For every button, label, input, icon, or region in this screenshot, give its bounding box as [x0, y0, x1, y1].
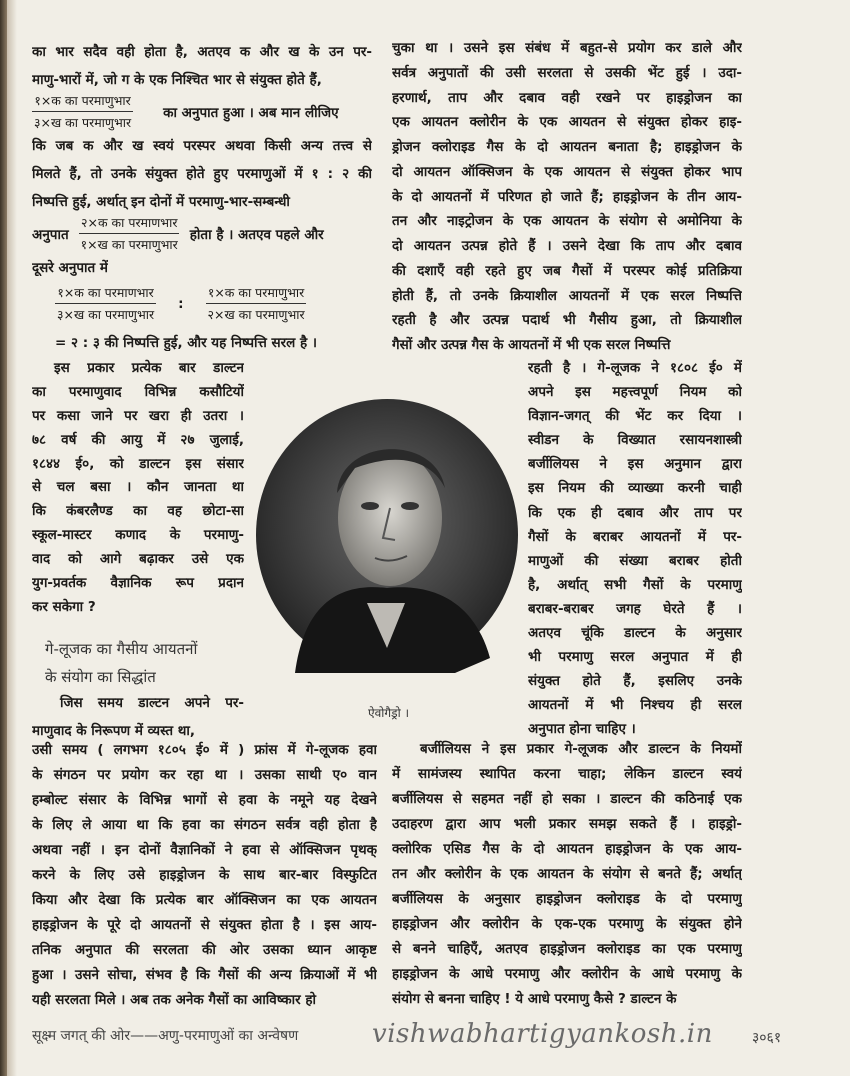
- text-line: से बनने चाहिएँ, अतएव हाइड्रोजन क्लोराइड का एक परमाणु: [392, 941, 742, 957]
- text-line: अनुपात होना चाहिए ।: [528, 721, 636, 738]
- text-line: होती हैं, तो उनके क्रियाशील आयतनों में एक सरल निष्पत्ति: [392, 287, 742, 304]
- text-line: से चल बसा । कौन जानता था: [32, 479, 244, 496]
- text-line: बर्जीलियस के अनुसार हाइड्रोजन क्लोराइड के दो परमाणु: [392, 891, 742, 907]
- text-line: भी परमाणु सरल अनुपात में ही: [528, 649, 742, 666]
- text-line: दूसरे अनुपात में: [32, 260, 108, 276]
- denominator: २×ख का परमाणुभार: [207, 307, 305, 322]
- page-binding-edge: [0, 0, 7, 1076]
- left-bottom-paragraph: [32, 738, 377, 1013]
- denominator: १×ख का परमाणुभार: [80, 237, 178, 252]
- text-line: = २ : ३ की निष्पत्ति हुई, और यह निष्पत्ति सरल है ।: [55, 335, 318, 351]
- fraction-row-3: [55, 284, 307, 323]
- gay-lussac-paragraph-start: [32, 689, 244, 745]
- text-line: के लिए ले आया था कि हवा का संगठन सर्वत्र वही होता है: [32, 817, 377, 833]
- text-line: पर कसा जाने पर खरा ही उतरा ।: [32, 407, 244, 424]
- text-line: दो आयतन ऑक्सिजन के एक आयतन से संयुक्त होकर भाप: [392, 163, 742, 180]
- text-line: कि एक ही दबाव और ताप पर: [528, 504, 742, 521]
- text-line: कि जब क और ख स्वयं परस्पर अथवा किसी अन्य तत्त्व से: [32, 138, 372, 154]
- left-line-d: [55, 333, 317, 351]
- page-number: ३०६१: [752, 1030, 782, 1046]
- text-line: तनिक अनुपात की सरलता की ओर उसका ध्यान आकृष्ट: [32, 942, 377, 958]
- right-bottom-paragraph: [392, 737, 742, 1012]
- text-line: तन और क्लोरीन के एक आयतन के संयोग से बनते हैं; अर्थात्: [392, 866, 742, 882]
- ratio-separator: :: [178, 295, 184, 312]
- fraction: [32, 92, 133, 131]
- text-line: हरणार्थ, ताप और दबाव वही रखने पर हाइड्रोजन का: [392, 89, 742, 106]
- numerator: १×क का परमाणुभार: [206, 284, 306, 304]
- text-line: माणुओं की संख्या बराबर होती: [528, 552, 742, 569]
- text-line: माणुवाद के निरूपण में व्यस्त था,: [32, 723, 195, 739]
- section-heading: [45, 635, 255, 691]
- text-line: अतएव चूंकि डाल्टन के अनुसार: [528, 625, 742, 642]
- fraction: [55, 284, 156, 323]
- text-line: करने के लिए उसे हाइड्रोजन के साथ बार-बार विस्फुटित: [32, 867, 377, 883]
- text-line: कि कंबरलैण्ड का वह छोटा-सा: [32, 503, 244, 520]
- right-top-paragraph: [392, 36, 742, 358]
- text-line: स्वीडन के विख्यात रसायनशास्त्री: [528, 432, 742, 449]
- text-line: आयतनों में भी निश्चय ही सरल: [528, 697, 742, 714]
- text-line: एक आयतन क्लोरीन के एक आयतन से संयुक्त होकर हाइ-: [392, 114, 742, 131]
- numerator: १×क का परमाणभार: [55, 284, 155, 304]
- text: अनुपात: [32, 226, 69, 243]
- running-footer: सूक्ष्म जगत् की ओर——अणु-परमाणुओं का अन्वेषण: [32, 1028, 299, 1044]
- text-line: उसी समय ( लगभग १८०५ ई० में ) फ्रांस में गे-लूजक हवा: [32, 742, 377, 758]
- text: का अनुपात हुआ । अब मान लीजिए: [163, 104, 339, 121]
- watermark: vishwabhartigyankosh.in: [372, 1019, 713, 1049]
- text-line: ड्रोजन क्लोराइड गैस के दो आयतन बनाता है; हाइड्रोजन के: [392, 139, 742, 155]
- text: होता है । अतएव पहले और: [189, 226, 324, 243]
- text-line: किया और देखा कि प्रत्येक बार ऑक्सिजन का एक आयतन: [32, 892, 377, 908]
- text-line: युग-प्रवर्तक वैज्ञानिक रूप प्रदान: [32, 575, 244, 592]
- denominator: ३×ख का परमाणुभार: [57, 307, 155, 322]
- text-line: गे-लूजक का गैसीय आयतनों: [45, 640, 198, 658]
- text-line: तन और नाइट्रोजन के एक आयतन के संयोग से अमोनिया के: [392, 213, 742, 230]
- text-line: इस प्रकार प्रत्येक बार डाल्टन: [54, 360, 244, 376]
- left-top-lines: [32, 38, 372, 94]
- fraction-row-1: [32, 92, 339, 131]
- text-line: हाइड्रोजन के पूरे दो आयतनों से संयुक्त होता है । इस आय-: [32, 917, 377, 933]
- text-line: के संगठन पर प्रयोग कर रहा था । उसका साथी ए० वान: [32, 767, 377, 783]
- text-line: का परमाणुवाद विभिन्न कसौटियों: [32, 383, 244, 400]
- page-binding-shadow: [7, 0, 17, 1076]
- text-line: मिलते हैं, तो उनके संयुक्त होते हुए परमाणुओं में १ : २ की: [32, 166, 372, 182]
- text-line: की दशाएँ वही रहते हुए जब गैसों में परस्पर कोई प्रतिक्रिया: [392, 262, 742, 279]
- text-line: ७८ वर्ष की आयु में २७ जुलाई,: [32, 431, 244, 448]
- dalton-paragraph: [32, 357, 244, 620]
- text-line: बर्जीलियस ने इस प्रकार गे-लूजक और डाल्टन के नियमों: [420, 741, 742, 757]
- text-line: स्कूल-मास्टर कणाद के परमाणु-: [32, 527, 244, 544]
- text-line: है, अर्थात् सभी गैसों के परमाणु: [528, 576, 742, 593]
- text-line: के दो आयतनों में परिणत हो जाते हैं; हाइड्रोजन के तीन आय-: [392, 188, 742, 205]
- text-line: कर सकेगा ?: [32, 598, 96, 615]
- text-line: में सामंजस्य स्थापित करना चाहा; लेकिन डाल्टन स्वयं: [392, 766, 742, 782]
- left-lines-b: [32, 132, 372, 216]
- text-line: बराबर-बराबर जगह घेरते हैं ।: [528, 600, 742, 617]
- text-line: संयुक्त होते हैं, इसलिए उनके: [528, 673, 742, 690]
- text-line: क्लोरिक एसिड गैस के दो आयतन हाइड्रोजन के एक आय-: [392, 841, 742, 857]
- text-line: हुआ । उसने सोचा, संभव है कि गैसों की अन्य क्रियाओं में भी: [32, 967, 377, 983]
- text-line: संयोग से बनना चाहिए ! ये आधे परमाणु कैसे ? डाल्टन के: [392, 991, 677, 1007]
- text-line: हाइड्रोजन के आधे परमाणु और क्लोरीन के आधे परमाणु के: [392, 966, 742, 982]
- left-line-c: [32, 258, 108, 276]
- text-line: गैसों और उत्पन्न गैस के आयतनों में भी एक सरल निष्पत्ति: [392, 337, 671, 353]
- text-line: चुका था । उसने इस संबंध में बहुत-से प्रयोग कर डाले और: [392, 40, 742, 56]
- text-line: विज्ञान-जगत् की भेंट कर दिया ।: [528, 408, 742, 425]
- text-line: यही सरलता मिले । अब तक अनेक गैसों का आविष्कार हो: [32, 992, 317, 1008]
- text-line: रहती है और उत्पन्न पदार्थ भी गैसीय हुआ, तो क्रियाशील: [392, 312, 742, 329]
- denominator: ३×ख का परमाणुभार: [34, 115, 132, 130]
- fraction: [206, 284, 307, 323]
- text-line: उदाहरण द्वारा आप भली प्रकार समझ सकते हैं । हाइड्रो-: [392, 816, 742, 832]
- text-line: गैसों के बराबर आयतनों में पर-: [528, 528, 742, 545]
- text-line: का भार सदैव वही होता है, अतएव क और ख के उन पर-: [32, 44, 372, 60]
- right-narrow-paragraph: [528, 356, 742, 742]
- text-line: सर्वत्र अनुपातों की उसी सरलता से उसकी भेंट हुई । उदा-: [392, 64, 742, 81]
- numerator: २×क का परमाणभार: [79, 214, 179, 234]
- text-line: जिस समय डाल्टन अपने पर-: [60, 695, 244, 711]
- portrait-caption: ऐवोगैड्रो ।: [368, 706, 410, 720]
- text-line: इस नियम की व्याख्या करनी चाही: [528, 480, 742, 497]
- text-line: १८४४ ई०, को डाल्टन इस संसार: [32, 455, 244, 472]
- text-line: बर्जीलियस से सहमत नहीं हो सका । डाल्टन की कठिनाई एक: [392, 791, 742, 807]
- text-line: निष्पत्ति हुई, अर्थात् इन दोनों में परमाणु-भार-सम्बन्धी: [32, 194, 290, 210]
- fraction-row-2: [32, 214, 324, 253]
- text-line: दो आयतन उत्पन्न होते हैं । उसने देखा कि ताप और दबाव: [392, 238, 742, 254]
- text-line: वाद को आगे बढ़ाकर उसे एक: [32, 551, 244, 568]
- fraction: [79, 214, 180, 253]
- text-line: रहती है । गे-लूजक ने १८०८ ई० में: [528, 360, 742, 376]
- text-line: बर्जीलियस ने इस अनुमान द्वारा: [528, 456, 742, 473]
- text-line: के संयोग का सिद्धांत: [45, 668, 156, 686]
- text-line: अथवा नहीं । इन दोनों वैज्ञानिकों ने हवा से ऑक्सिजन पृथक्: [32, 842, 377, 858]
- text-line: अपने इस महत्त्वपूर्ण नियम को: [528, 384, 742, 401]
- text-line: हाइड्रोजन और क्लोरीन के एक-एक परमाणु के संयुक्त होने: [392, 916, 742, 932]
- text-line: माणु-भारों में, जो ग के एक निश्चित भार से संयुक्त होते हैं,: [32, 72, 322, 88]
- numerator: १×क का परमाणुभार: [32, 92, 132, 112]
- text-line: हम्बोल्ट संसार के विभिन्न भागों से हवा के नमूने यह देखने: [32, 792, 377, 808]
- avogadro-portrait: [255, 398, 520, 673]
